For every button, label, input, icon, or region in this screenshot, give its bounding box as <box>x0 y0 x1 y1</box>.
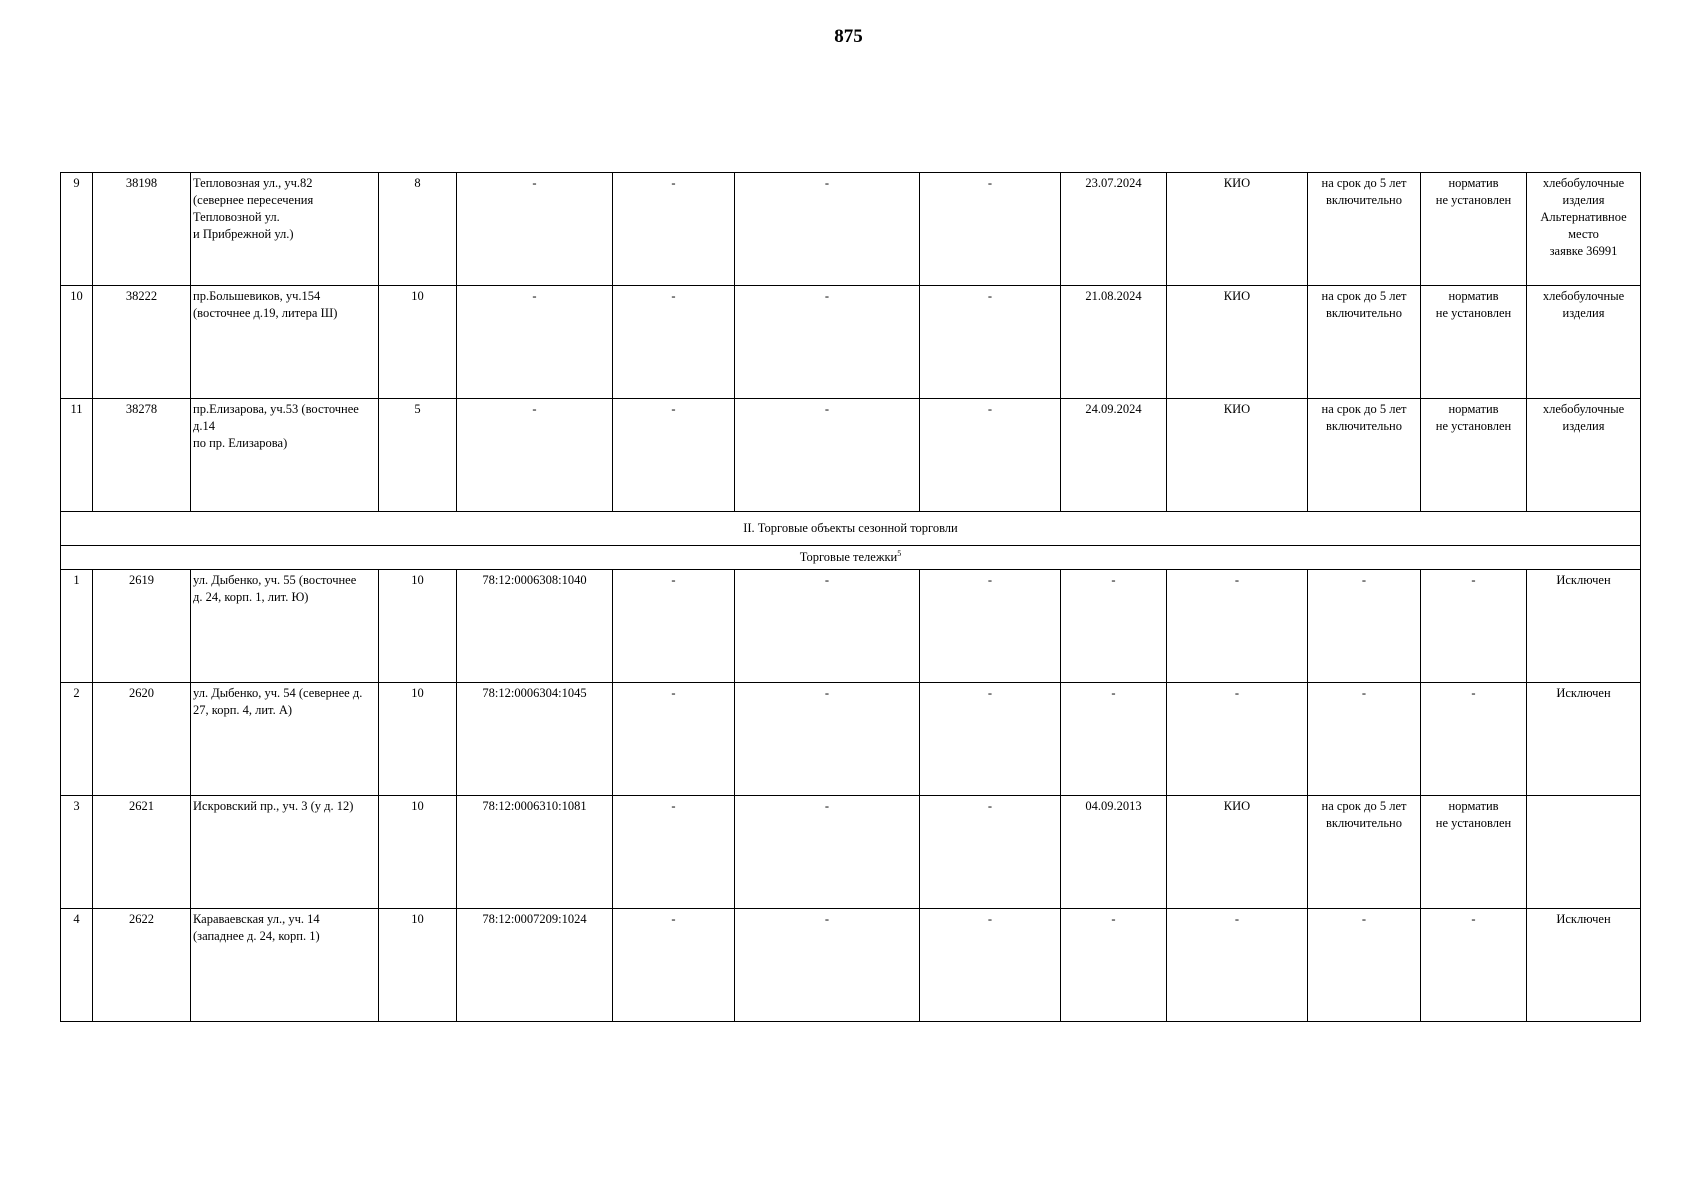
column-7-cell: - <box>735 173 920 286</box>
page-number: 875 <box>834 26 863 47</box>
column-8-cell: - <box>920 286 1061 399</box>
column-8-cell: - <box>920 909 1061 1022</box>
group1-body <box>61 173 1641 512</box>
norm-cell: - <box>1421 570 1527 683</box>
area-cell: 10 <box>379 909 457 1022</box>
column-6-cell: - <box>613 909 735 1022</box>
decision-date-cell: - <box>1061 683 1167 796</box>
organization-cell: КИО <box>1167 399 1308 512</box>
cadastral-number-cell: - <box>457 173 613 286</box>
column-6-cell: - <box>613 570 735 683</box>
decision-date-cell: 21.08.2024 <box>1061 286 1167 399</box>
column-7-cell: - <box>735 286 920 399</box>
decision-date-cell: 23.07.2024 <box>1061 173 1167 286</box>
object-id-cell: 38222 <box>93 286 191 399</box>
object-id-cell: 2620 <box>93 683 191 796</box>
table-row <box>61 570 1641 683</box>
placement-term-cell: - <box>1308 909 1421 1022</box>
cadastral-number-cell: 78:12:0006308:1040 <box>457 570 613 683</box>
address-cell: пр.Большевиков, уч.154 (восточнее д.19, литера Ш) <box>191 286 379 399</box>
row-number-cell: 11 <box>61 399 93 512</box>
column-7-cell: - <box>735 570 920 683</box>
organization-cell: - <box>1167 683 1308 796</box>
table-row <box>61 683 1641 796</box>
decision-date-cell: - <box>1061 570 1167 683</box>
column-6-cell: - <box>613 399 735 512</box>
norm-cell: норматив не установлен <box>1421 399 1527 512</box>
address-cell: пр.Елизарова, уч.53 (восточнее д.14 по пр. Елизарова) <box>191 399 379 512</box>
area-cell: 10 <box>379 683 457 796</box>
area-cell: 10 <box>379 286 457 399</box>
organization-cell: - <box>1167 909 1308 1022</box>
decision-date-cell: 04.09.2013 <box>1061 796 1167 909</box>
specialization-cell: Исключен <box>1527 570 1641 683</box>
norm-cell: - <box>1421 683 1527 796</box>
decision-date-cell: 24.09.2024 <box>1061 399 1167 512</box>
placement-term-cell: - <box>1308 570 1421 683</box>
cadastral-number-cell: - <box>457 399 613 512</box>
subsection-title: Торговые тележки <box>799 550 898 564</box>
row-number-cell: 9 <box>61 173 93 286</box>
address-cell: Тепловозная ул., уч.82 (севернее пересечения Тепловозной ул. и Прибрежной ул.) <box>191 173 379 286</box>
area-cell: 10 <box>379 796 457 909</box>
norm-cell: норматив не установлен <box>1421 796 1527 909</box>
object-id-cell: 38278 <box>93 399 191 512</box>
placement-term-cell: на срок до 5 лет включительно <box>1308 173 1421 286</box>
organization-cell: КИО <box>1167 286 1308 399</box>
row-number-cell: 4 <box>61 909 93 1022</box>
trade-objects-table <box>60 172 1641 1022</box>
object-id-cell: 38198 <box>93 173 191 286</box>
address-cell: Караваевская ул., уч. 14 (западнее д. 24, корп. 1) <box>191 909 379 1022</box>
table-row <box>61 796 1641 909</box>
specialization-cell: Исключен <box>1527 683 1641 796</box>
column-7-cell: - <box>735 909 920 1022</box>
object-id-cell: 2619 <box>93 570 191 683</box>
table-row <box>61 173 1641 286</box>
specialization-cell: хлебобулочные изделия <box>1527 399 1641 512</box>
column-8-cell: - <box>920 570 1061 683</box>
norm-cell: норматив не установлен <box>1421 173 1527 286</box>
specialization-cell: Исключен <box>1527 909 1641 1022</box>
address-cell: ул. Дыбенко, уч. 54 (севернее д. 27, корп. 4, лит. А) <box>191 683 379 796</box>
placement-term-cell: - <box>1308 683 1421 796</box>
norm-cell: норматив не установлен <box>1421 286 1527 399</box>
column-8-cell: - <box>920 173 1061 286</box>
row-number-cell: 1 <box>61 570 93 683</box>
object-id-cell: 2622 <box>93 909 191 1022</box>
column-7-cell: - <box>735 796 920 909</box>
cadastral-number-cell: 78:12:0006310:1081 <box>457 796 613 909</box>
table-row <box>61 909 1641 1022</box>
table-row <box>61 286 1641 399</box>
subsection-footnote-mark: 5 <box>897 548 902 558</box>
table-row <box>61 399 1641 512</box>
placement-term-cell: на срок до 5 лет включительно <box>1308 286 1421 399</box>
cadastral-number-cell: - <box>457 286 613 399</box>
area-cell: 10 <box>379 570 457 683</box>
placement-term-cell: на срок до 5 лет включительно <box>1308 399 1421 512</box>
specialization-cell: хлебобулочные изделия <box>1527 286 1641 399</box>
column-7-cell: - <box>735 399 920 512</box>
area-cell: 8 <box>379 173 457 286</box>
group2-body <box>61 570 1641 1022</box>
column-7-cell: - <box>735 683 920 796</box>
column-6-cell: - <box>613 286 735 399</box>
column-8-cell: - <box>920 399 1061 512</box>
column-6-cell: - <box>613 683 735 796</box>
cadastral-number-cell: 78:12:0007209:1024 <box>457 909 613 1022</box>
specialization-cell <box>1527 796 1641 909</box>
section-header <box>61 512 1641 570</box>
column-6-cell: - <box>613 173 735 286</box>
column-8-cell: - <box>920 683 1061 796</box>
decision-date-cell: - <box>1061 909 1167 1022</box>
section-title: II. Торговые объекты сезонной торговли <box>61 512 1641 546</box>
row-number-cell: 2 <box>61 683 93 796</box>
row-number-cell: 10 <box>61 286 93 399</box>
address-cell: Искровский пр., уч. 3 (у д. 12) <box>191 796 379 909</box>
object-id-cell: 2621 <box>93 796 191 909</box>
organization-cell: КИО <box>1167 173 1308 286</box>
subsection-title-cell <box>61 546 1641 570</box>
column-6-cell: - <box>613 796 735 909</box>
organization-cell: КИО <box>1167 796 1308 909</box>
organization-cell: - <box>1167 570 1308 683</box>
norm-cell: - <box>1421 909 1527 1022</box>
area-cell: 5 <box>379 399 457 512</box>
row-number-cell: 3 <box>61 796 93 909</box>
address-cell: ул. Дыбенко, уч. 55 (восточнее д. 24, корп. 1, лит. Ю) <box>191 570 379 683</box>
specialization-cell: хлебобулочные изделия Альтернативное место заявке 36991 <box>1527 173 1641 286</box>
cadastral-number-cell: 78:12:0006304:1045 <box>457 683 613 796</box>
placement-term-cell: на срок до 5 лет включительно <box>1308 796 1421 909</box>
column-8-cell: - <box>920 796 1061 909</box>
